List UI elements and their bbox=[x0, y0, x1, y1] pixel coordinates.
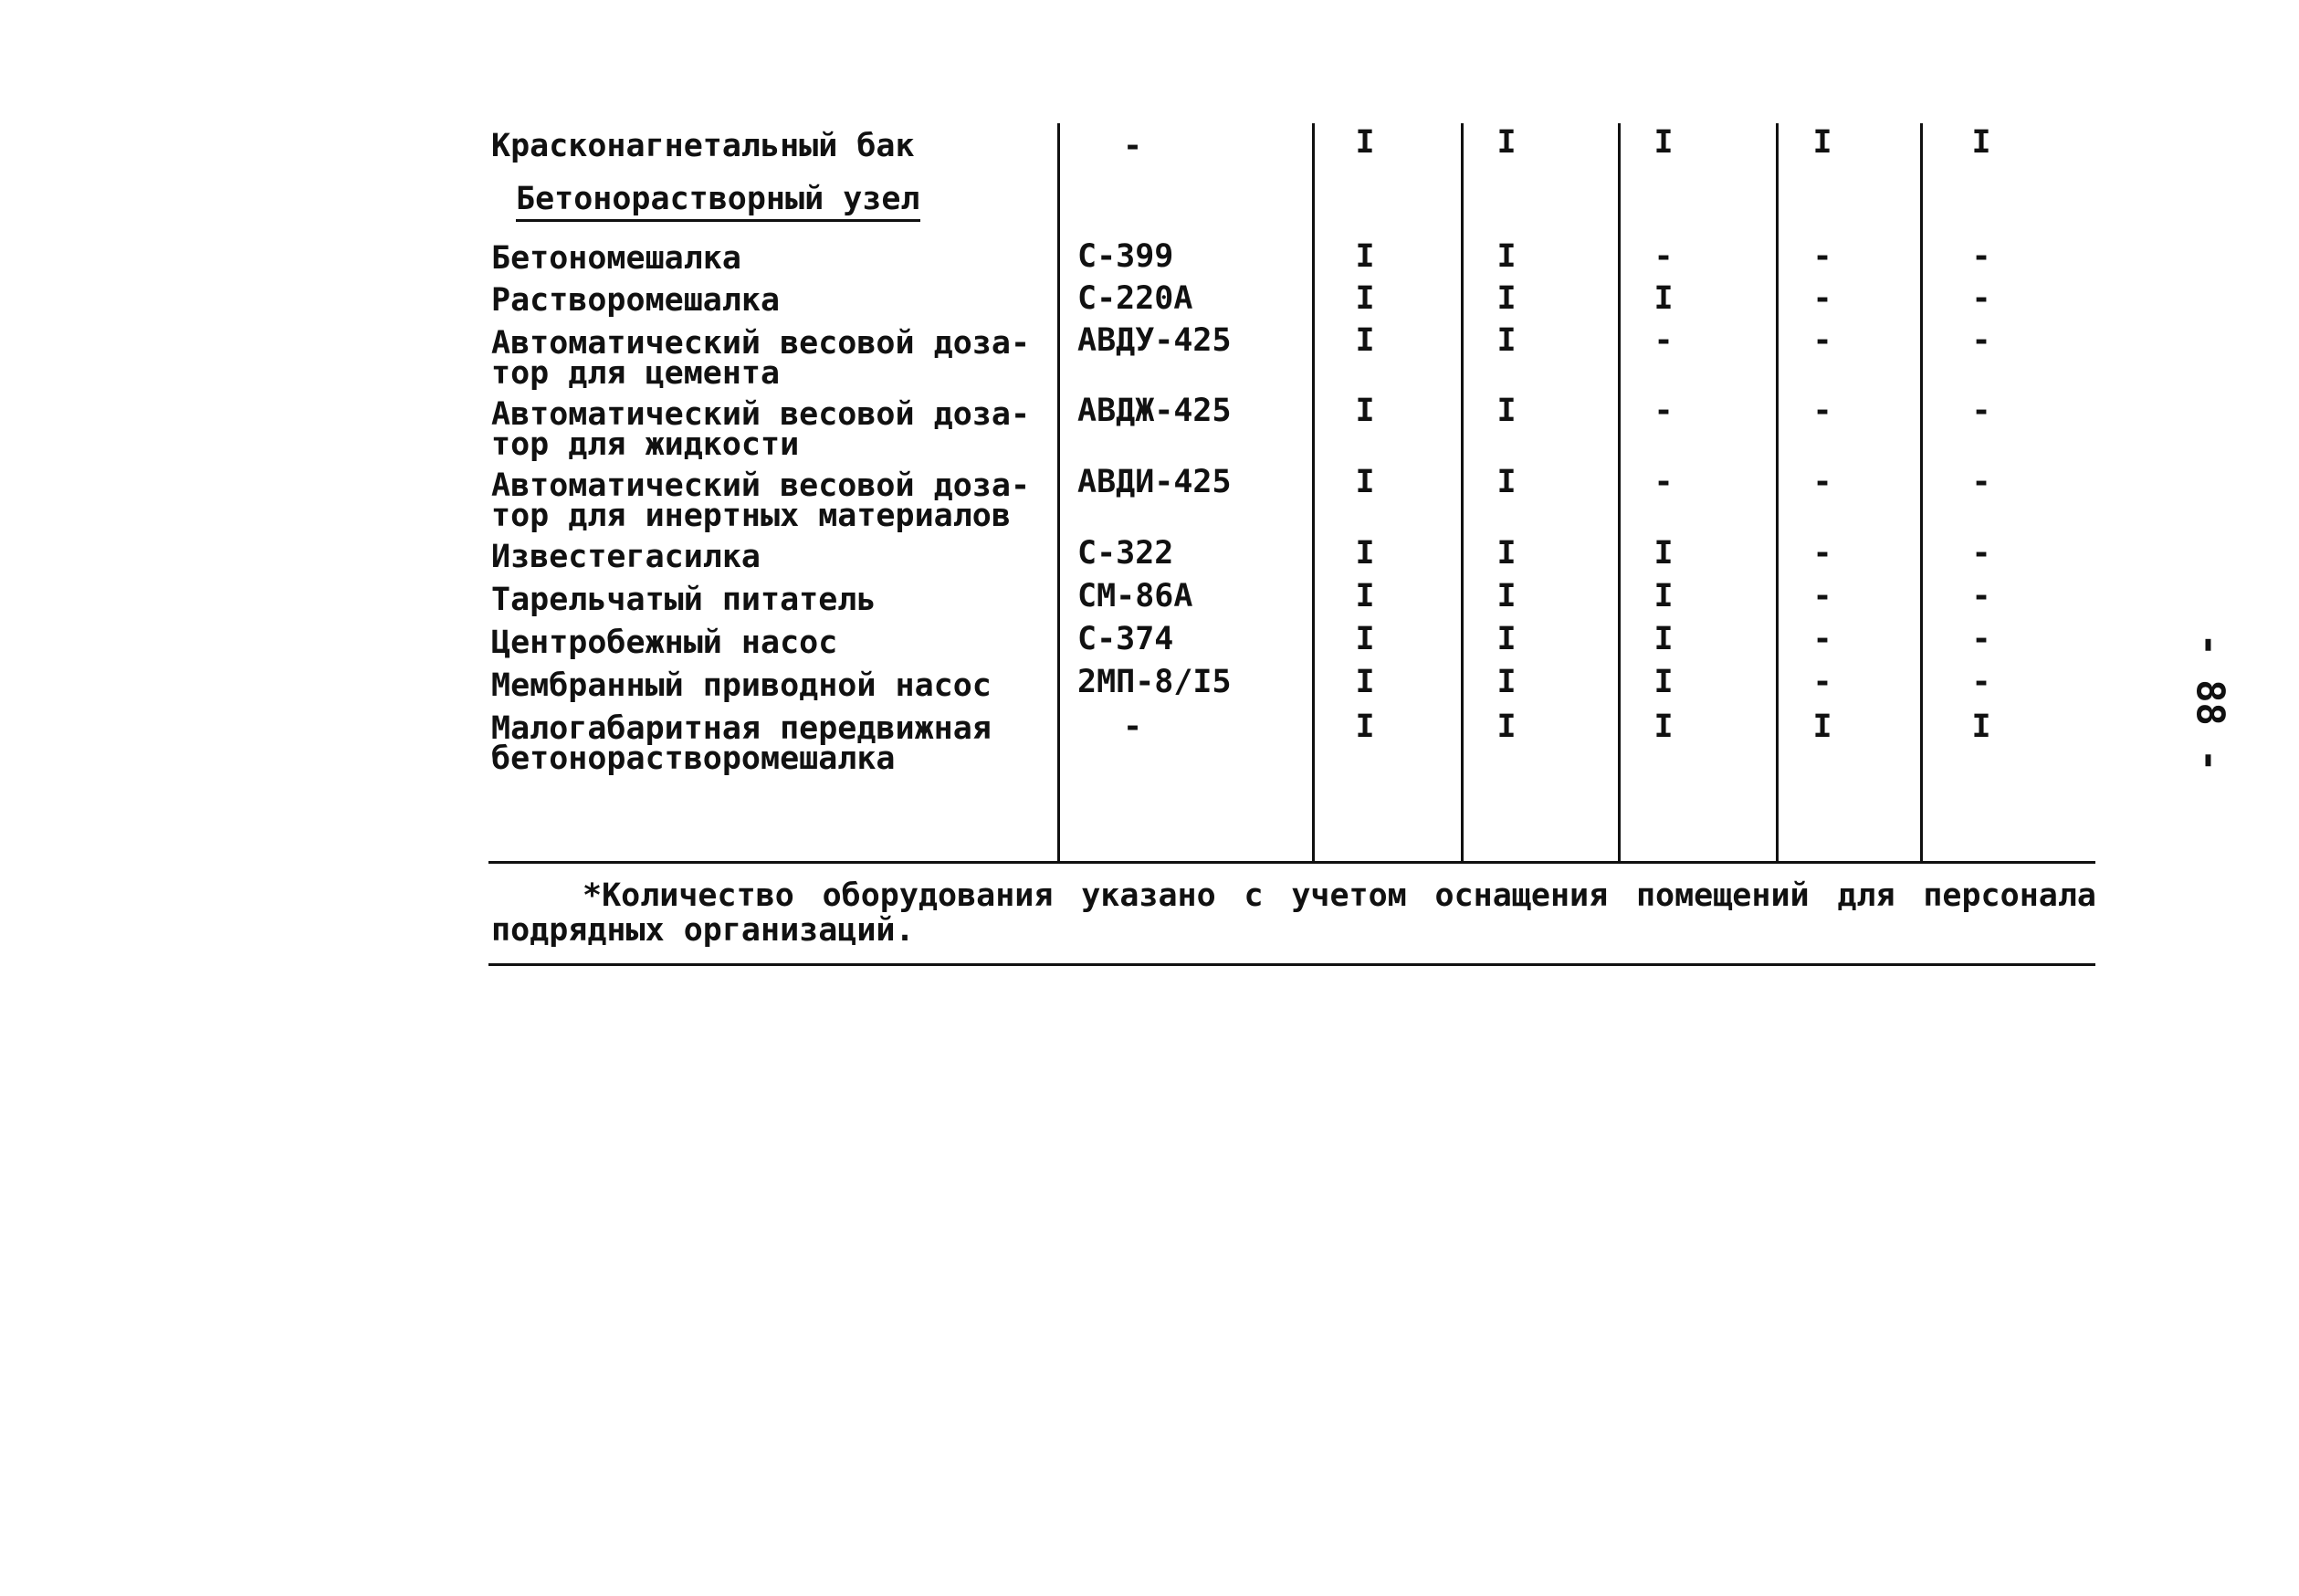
row-value: - bbox=[1812, 322, 1832, 359]
footnote-bottom-rule bbox=[488, 963, 2095, 966]
row-name-continued: бетонорастворомешалка bbox=[491, 740, 896, 777]
row-value: I bbox=[1971, 124, 1991, 161]
row-value: - bbox=[1971, 464, 1991, 500]
row-value: - bbox=[1653, 393, 1674, 429]
row-value: - bbox=[1812, 393, 1832, 429]
row-code: С-220А bbox=[1077, 280, 1193, 317]
row-value: - bbox=[1971, 280, 1991, 317]
row-value: I bbox=[1971, 709, 1991, 745]
row-value: - bbox=[1812, 535, 1832, 572]
row-value: I bbox=[1496, 322, 1517, 359]
row-name: Центробежный насос bbox=[491, 625, 838, 661]
row-value: I bbox=[1653, 709, 1674, 745]
row-name-continued: тор для жидкости bbox=[491, 426, 800, 463]
row-value: - bbox=[1971, 578, 1991, 614]
row-value: I bbox=[1496, 621, 1517, 657]
row-value: I bbox=[1496, 535, 1517, 572]
row-name: Автоматический весовой доза- bbox=[491, 396, 1031, 433]
row-value: - bbox=[1653, 322, 1674, 359]
row-value: I bbox=[1496, 709, 1517, 745]
row-value: I bbox=[1355, 578, 1375, 614]
row-value: I bbox=[1355, 280, 1375, 317]
row-name: Мембранный приводной насос bbox=[491, 667, 992, 704]
row-value: - bbox=[1812, 464, 1832, 500]
row-value: I bbox=[1355, 621, 1375, 657]
row-name: Малогабаритная передвижная bbox=[491, 710, 992, 747]
row-value: I bbox=[1653, 621, 1674, 657]
row-value: I bbox=[1812, 124, 1832, 161]
row-value: I bbox=[1812, 709, 1832, 745]
column-rule bbox=[1618, 123, 1621, 863]
row-name-continued: тор для цемента bbox=[491, 355, 781, 392]
row-name: Красконагнетальный бак bbox=[491, 128, 915, 164]
row-value: I bbox=[1355, 322, 1375, 359]
row-value: - bbox=[1971, 393, 1991, 429]
row-value: I bbox=[1496, 664, 1517, 700]
row-name: Автоматический весовой доза- bbox=[491, 325, 1031, 362]
row-value: I bbox=[1653, 280, 1674, 317]
row-name: Растворомешалка bbox=[491, 282, 781, 319]
row-value: I bbox=[1496, 578, 1517, 614]
row-name: Тарельчатый питатель bbox=[491, 582, 877, 618]
row-code: С-322 bbox=[1077, 535, 1174, 572]
column-rule bbox=[1461, 123, 1464, 863]
column-rule bbox=[1920, 123, 1923, 863]
row-name-continued: тор для инертных материалов bbox=[491, 498, 1011, 534]
row-value: - bbox=[1971, 621, 1991, 657]
row-code: 2МП-8/I5 bbox=[1077, 664, 1232, 700]
row-value: - bbox=[1812, 238, 1832, 275]
page-number: - 88 - bbox=[2188, 633, 2233, 772]
row-code: АВДИ-425 bbox=[1077, 464, 1232, 500]
row-code: СМ-86А bbox=[1077, 578, 1193, 614]
row-value: I bbox=[1653, 535, 1674, 572]
row-value: I bbox=[1355, 124, 1375, 161]
footnote: *Количество оборудования указано с учетом оснащения помещений для персонала подрядных организаций. bbox=[491, 877, 2096, 949]
row-value: - bbox=[1971, 322, 1991, 359]
row-code: АВДЖ-425 bbox=[1077, 393, 1232, 429]
row-name: Автоматический весовой доза- bbox=[491, 467, 1031, 504]
row-value: I bbox=[1496, 124, 1517, 161]
row-code: С-374 bbox=[1077, 621, 1174, 657]
row-value: I bbox=[1653, 124, 1674, 161]
row-name: Бетономешалка bbox=[491, 240, 741, 277]
row-value: - bbox=[1653, 238, 1674, 275]
row-value: I bbox=[1355, 393, 1375, 429]
row-value: I bbox=[1355, 238, 1375, 275]
section-title: Бетонорастворный узел bbox=[516, 181, 920, 222]
row-value: I bbox=[1355, 709, 1375, 745]
row-value: I bbox=[1653, 664, 1674, 700]
row-value: - bbox=[1812, 578, 1832, 614]
row-value: - bbox=[1812, 280, 1832, 317]
row-code: С-399 bbox=[1077, 238, 1174, 275]
row-value: - bbox=[1971, 664, 1991, 700]
table-bottom-rule bbox=[488, 861, 2095, 864]
column-rule bbox=[1057, 123, 1060, 863]
row-name: Известегасилка bbox=[491, 539, 761, 575]
row-value: I bbox=[1496, 280, 1517, 317]
row-value: I bbox=[1355, 535, 1375, 572]
row-value: - bbox=[1971, 535, 1991, 572]
row-value: I bbox=[1355, 464, 1375, 500]
row-code: - bbox=[1123, 128, 1143, 164]
row-value: I bbox=[1355, 664, 1375, 700]
row-code: - bbox=[1123, 709, 1143, 745]
row-code: АВДУ-425 bbox=[1077, 322, 1232, 359]
row-value: I bbox=[1496, 464, 1517, 500]
column-rule bbox=[1776, 123, 1779, 863]
row-value: I bbox=[1496, 238, 1517, 275]
row-value: - bbox=[1653, 464, 1674, 500]
row-value: - bbox=[1812, 664, 1832, 700]
row-value: - bbox=[1971, 238, 1991, 275]
row-value: I bbox=[1496, 393, 1517, 429]
row-value: I bbox=[1653, 578, 1674, 614]
row-value: - bbox=[1812, 621, 1832, 657]
column-rule bbox=[1312, 123, 1315, 863]
